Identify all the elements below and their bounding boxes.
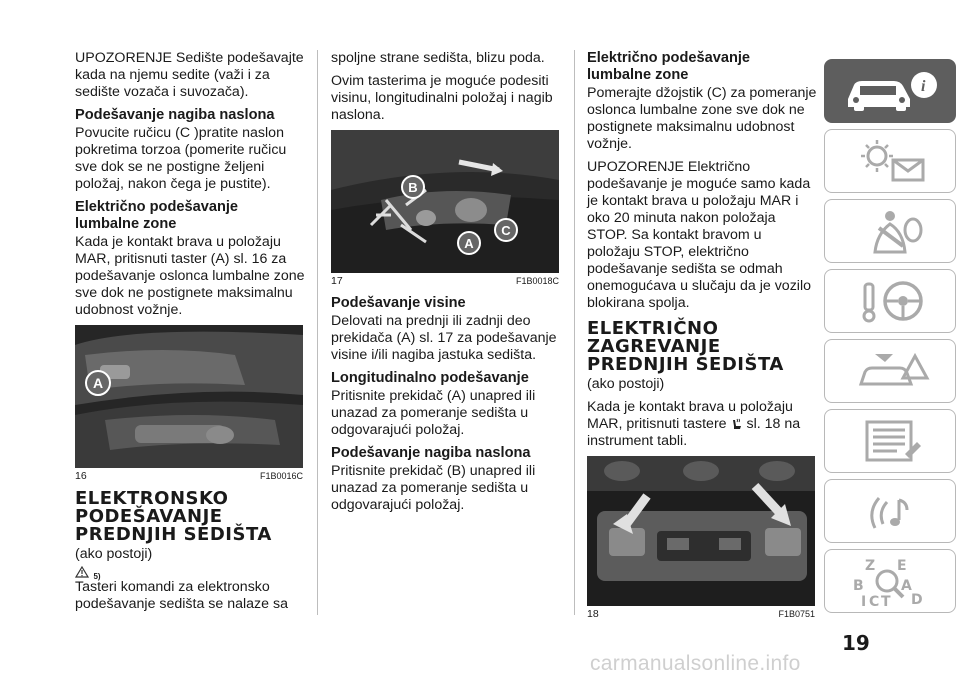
steering-key-icon: [845, 278, 935, 324]
svg-text:E: E: [897, 558, 907, 574]
index-letters-icon: [835, 554, 945, 608]
warning-reference: 5): [75, 563, 305, 579]
emergency-car-icon: [845, 348, 935, 394]
section-title-heated-seats: ELEKTRIČNO ZAGREVANJE PREDNJIH SEDIŠTA: [587, 318, 784, 375]
heading-longitudinal: Longitudinalno podešavanje: [331, 370, 529, 386]
multimedia-icon: [845, 488, 935, 534]
svg-text:C: C: [869, 594, 880, 608]
heading-backrest: Podešavanje nagiba naslona: [75, 107, 275, 123]
lumbar-text: Kada je kontakt brava u položaju MAR, pritisnuti taster (A) sl. 16 za podešavanje oslonca lumbalne zone sve dok ne postignete maksimalnu udobnost vožnje.: [75, 234, 305, 318]
tab-emergency[interactable]: [824, 339, 956, 403]
svg-text:i: i: [921, 78, 926, 95]
controls-text: Tasteri komandi za elektronsko podešavanje sedišta se nalaze sa: [75, 579, 288, 612]
tab-starting-driving[interactable]: [824, 269, 956, 333]
figure-18-caption: [587, 608, 815, 620]
heading-backrest-electric: Podešavanje nagiba naslona: [331, 445, 531, 461]
svg-text:D: D: [911, 592, 923, 608]
column-1: [75, 50, 305, 619]
column-divider: [574, 50, 575, 615]
chapter-sidebar: [824, 59, 956, 619]
figure-number: 16: [75, 470, 87, 482]
figure-17-caption: [331, 275, 559, 287]
svg-text:Z: Z: [865, 558, 876, 574]
tab-dashboard[interactable]: [824, 129, 956, 193]
callout-c: C: [494, 218, 518, 242]
heading-lumbar-electric: Električno podešavanje lumbalne zone: [587, 50, 751, 83]
figure-number: 18: [587, 608, 599, 620]
figure-16-image: [75, 325, 303, 468]
longitudinal-text: Pritisnite prekidač (A) unapred ili unazad za pomeranje sedišta u odgovarajući položaj.: [331, 388, 536, 438]
figure-18-image: [587, 456, 815, 606]
heading-lumbar: Električno podešavanje lumbalne zone: [75, 199, 239, 232]
maintenance-list-icon: [845, 418, 935, 464]
tab-index[interactable]: [824, 549, 956, 613]
warning-text: UPOZORENJE Sedište podešavajte kada na njemu sedite (važi i za sedište vozača i suvozača).: [75, 50, 304, 100]
figure-code: F1B0016C: [259, 471, 303, 481]
svg-text:T: T: [881, 594, 891, 608]
svg-text:I: I: [861, 594, 867, 608]
page-number: 19: [842, 631, 870, 655]
figure-code: F1B0751: [778, 609, 815, 619]
figure-17-image: [331, 130, 559, 273]
warning-triangle-icon: [75, 566, 89, 578]
backrest-text: Povucite ručicu (C )pratite naslon pokretima torzoa (pomerite ručicu sve dok se ne postigne željeni položaj, nakon čega je pustite).: [75, 125, 287, 192]
optional-note: (ako postoji): [75, 546, 153, 562]
section-title-electronic-seats: ELEKTRONSKO PODEŠAVANJE PREDNJIH SEDIŠTA: [75, 488, 272, 545]
figure-16-caption: [75, 470, 303, 482]
tab-multimedia[interactable]: [824, 479, 956, 543]
svg-text:A: A: [901, 578, 912, 594]
tab-safety[interactable]: [824, 199, 956, 263]
warning-electric-text: UPOZORENJE Električno podešavanje je moguće samo kada je kontakt brava u položaju MAR i oko 20 minuta nakon položaja STOP. Sa kontakt bravom u položaju STOP, električno podešavanje sedišta se odmah onemogućava u slučaju da je vozilo blokirana spolja.: [587, 159, 811, 311]
safety-airbag-icon: [845, 208, 935, 254]
heading-height: Podešavanje visine: [331, 295, 466, 311]
callout-b: B: [401, 175, 425, 199]
figure-number: 17: [331, 275, 343, 287]
column-3: [587, 50, 817, 628]
svg-text:B: B: [853, 578, 864, 594]
heated-seats-text: Kada je kontakt brava u položaju MAR, pritisnuti tastere sl. 18 na instrument tabli.: [587, 399, 801, 449]
car-info-icon: [840, 69, 940, 113]
column-divider: [317, 50, 318, 615]
dashboard-lights-icon: [845, 138, 935, 184]
height-text: Delovati na prednji ili zadnji deo prekidača (A) sl. 17 za podešavanje visine i/ili nagiba jastuka sedišta.: [331, 313, 557, 363]
optional-note: (ako postoji): [587, 376, 665, 392]
watermark: carmanualsonline.info: [590, 652, 801, 675]
tab-maintenance[interactable]: [824, 409, 956, 473]
callout-a: A: [457, 231, 481, 255]
controls-text-cont: spoljne strane sedišta, blizu poda.: [331, 50, 545, 66]
callout-a: A: [85, 370, 111, 396]
seat-heater-icon: [731, 418, 743, 431]
figure-code: F1B0018C: [515, 276, 559, 286]
controls-purpose-text: Ovim tasterima je moguće podesiti visinu, longitudinalni položaj i nagib naslona.: [331, 73, 553, 123]
column-2: [331, 50, 561, 520]
backrest-electric-text: Pritisnite prekidač (B) unapred ili unazad za pomeranje sedišta u odgovarajući položaj.: [331, 463, 536, 513]
lumbar-electric-text: Pomerajte džojstik (C) za pomeranje oslonca lumbalne zone sve dok ne postignete maksimalnu udobnost vožnje.: [587, 85, 817, 152]
tab-vehicle-info[interactable]: [824, 59, 956, 123]
